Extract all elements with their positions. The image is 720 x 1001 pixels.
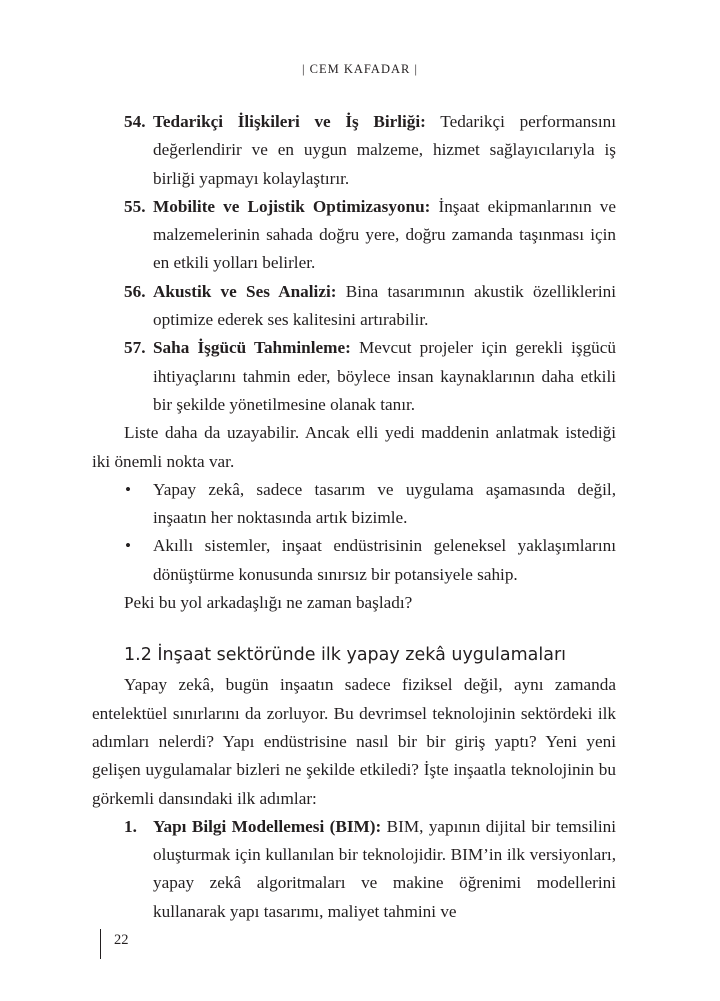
paragraph-list-continues: Liste daha da uzayabilir. Ancak elli yedi maddenin anlatmak istediği iki önemli nokta var.: [92, 423, 616, 471]
item-text: Mevcut projeler için gerekli işgücü ihtiyaçlarını tahmin eder, böylece insan kaynaklarının daha etkili bir şekilde yönetilmesine olanak tanır.: [153, 338, 616, 414]
bullet-item: [92, 532, 616, 589]
running-header: | CEM KAFADAR |: [302, 62, 418, 76]
page-number: 22: [114, 932, 129, 948]
paragraph-question: Peki bu yol arkadaşlığı ne zaman başladı?: [124, 593, 413, 613]
item-text: İnşaat ekipmanlarının ve malzemelerinin sahada doğru yere, doğru zamanda taşınması için en etkili yolları belirler.: [153, 196, 616, 273]
item-text: BIM, yapının dijital bir temsilini oluşturmak için kullanılan bir teknolojidir. BIM’in ilk versiyonları, yapay zekâ algoritmaları ve makine öğrenimi modellerini kullanarak yapı tasarımı, maliyet tahmini ve: [153, 816, 616, 921]
bullet-text: Akıllı sistemler, inşaat endüstrisinin geleneksel yaklaşımlarını dönüştürme konusunda sınırsız bir potansiyele sahip.: [153, 536, 616, 584]
bullet-text: Yapay zekâ, sadece tasarım ve uygulama aşamasında değil, inşaatın her noktasında artık bizimle.: [153, 479, 616, 528]
item-number: 57.: [124, 338, 146, 358]
footer-rule: [100, 929, 101, 959]
item-title: Saha İşgücü Tahminleme:: [153, 338, 351, 358]
page-body: [92, 108, 616, 926]
list-item-56: [92, 278, 616, 335]
item-number: 1.: [124, 816, 137, 836]
item-title: Mobilite ve Lojistik Optimizasyonu:: [153, 196, 431, 216]
bullet-icon: •: [125, 479, 132, 499]
item-title: Tedarikçi İlişkileri ve İş Birliği:: [153, 112, 426, 131]
section-heading: 1.2 İnşaat sektöründe ilk yapay zekâ uygulamaları: [124, 645, 567, 666]
item-title: Yapı Bilgi Modellemesi (BIM):: [153, 816, 382, 836]
item-number: 56.: [124, 281, 146, 301]
item-title: Akustik ve Ses Analizi:: [153, 281, 337, 301]
list-item-1: [92, 813, 616, 926]
bullet-item: [92, 476, 616, 533]
item-text: Tedarikçi performansını değerlendirir ve en uygun malzeme, hizmet sağlayıcılarıyla iş birliği yapmayı kolaylaştırır.: [153, 112, 616, 188]
item-text: Bina tasarımının akustik özelliklerini optimize ederek ses kalitesini artırabilir.: [153, 281, 617, 330]
bullet-icon: •: [125, 536, 132, 556]
paragraph-intro: Yapay zekâ, bugün inşaatın sadece fiziksel değil, aynı zamanda entelektüel sınırlarını da zorluyor. Bu devrimsel teknolojinin sektördeki ilk adımları nelerdi? Yapı endüstrisine nasıl bir bir giriş yaptı? Yeni yeni gelişen uygulamalar bizleri ne şekilde etkiledi? İşte inşaatla teknolojinin bu görkemli dansındaki ilk adımlar:: [92, 675, 616, 808]
list-item-57: [92, 334, 616, 419]
list-item-55: [92, 193, 616, 278]
item-number: 54.: [124, 112, 146, 131]
item-number: 55.: [124, 196, 146, 216]
list-item-54: [92, 108, 616, 193]
